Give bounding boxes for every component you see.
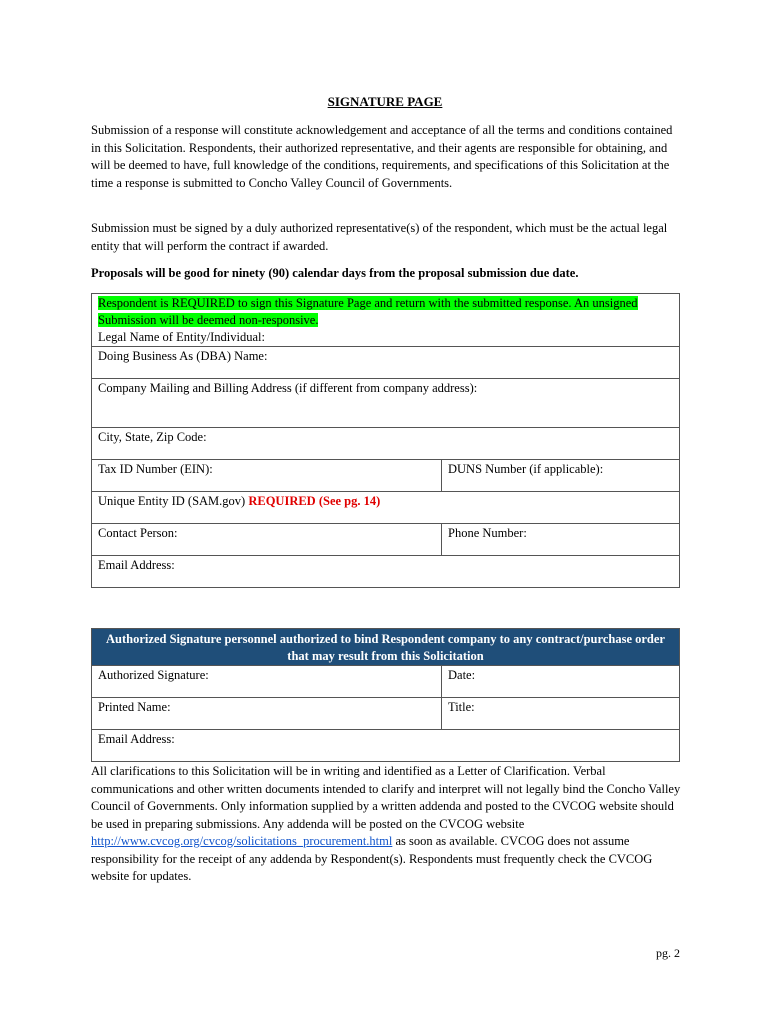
contact-person-label: Contact Person: xyxy=(98,526,178,540)
printed-name-label: Printed Name: xyxy=(98,700,171,714)
dba-label: Doing Business As (DBA) Name: xyxy=(98,349,268,363)
clarifications-text-after-link: as soon as available. CVCOG does not assume responsibility for the receipt of any addenda by Respondent(s). Respondents must frequently check the CVCOG website for updates. xyxy=(91,834,653,883)
duns-label: DUNS Number (if applicable): xyxy=(448,462,604,476)
legal-name-cell[interactable] xyxy=(92,294,680,347)
authorized-signature-form xyxy=(91,628,680,762)
phone-number-label: Phone Number: xyxy=(448,526,527,540)
date-field[interactable] xyxy=(442,666,680,698)
email-address-field[interactable] xyxy=(92,556,680,588)
contact-person-field[interactable] xyxy=(92,524,442,556)
duns-field[interactable] xyxy=(442,460,680,492)
uei-required-note: REQUIRED (See pg. 14) xyxy=(248,494,381,508)
authorized-signature-field[interactable] xyxy=(92,666,442,698)
tax-id-label: Tax ID Number (EIN): xyxy=(98,462,213,476)
unique-entity-id-field[interactable] xyxy=(92,492,680,524)
legal-name-label: Legal Name of Entity/Individual: xyxy=(98,330,265,344)
date-label: Date: xyxy=(448,668,476,682)
cvcog-website-link[interactable]: http://www.cvcog.org/cvcog/solicitations_procurement.html xyxy=(91,834,393,848)
page-number: pg. 2 xyxy=(656,946,680,960)
city-state-zip-field[interactable] xyxy=(92,428,680,460)
tax-id-field[interactable] xyxy=(92,460,442,492)
signer-email-field[interactable] xyxy=(92,730,680,762)
mailing-address-field[interactable] xyxy=(92,379,680,428)
intro-paragraph: Submission of a response will constitute acknowledgement and acceptance of all the terms and conditions contained in this Solicitation. Respondents, their authorized representative, and their agents are responsible for obtaining, and will be deemed to have, full knowledge of the conditions, requirements, and specifications of this Solicitation at the time a response is submitted to Concho Valley Council of Governments. xyxy=(91,123,673,190)
title-label: Title: xyxy=(448,700,475,714)
signed-by-paragraph: Submission must be signed by a duly authorized representative(s) of the respondent, which must be the actual legal entity that will perform the contract if awarded. xyxy=(91,221,668,253)
signer-email-label: Email Address: xyxy=(98,732,175,746)
printed-name-field[interactable] xyxy=(92,698,442,730)
clarifications-text-before-link: All clarifications to this Solicitation will be in writing and identified as a Letter of Clarification. Verbal communications and other written documents intended to clarify and interpret will not legally bind the Concho Valley Council of Governments. Only information supplied by a written addenda and posted to the CVCOG website should be used in preparing submissions. Any addenda will be posted on the CVCOG website xyxy=(91,764,681,831)
email-address-label: Email Address: xyxy=(98,558,175,572)
required-signature-notice: Respondent is REQUIRED to sign this Signature Page and return with the submitted response. An unsigned Submission will be deemed non-responsive. xyxy=(98,296,638,327)
dba-field[interactable] xyxy=(92,347,680,379)
signature-section-header xyxy=(92,629,680,666)
respondent-info-form xyxy=(91,293,680,588)
clarifications-paragraph xyxy=(91,763,681,886)
page-title: SIGNATURE PAGE xyxy=(327,94,443,109)
city-state-zip-label: City, State, Zip Code: xyxy=(98,430,207,444)
proposals-validity-statement: Proposals will be good for ninety (90) calendar days from the proposal submission due date. xyxy=(91,266,579,280)
uei-label: Unique Entity ID (SAM.gov) xyxy=(98,494,246,508)
authorized-signature-label: Authorized Signature: xyxy=(98,668,209,682)
phone-number-field[interactable] xyxy=(442,524,680,556)
signature-section-header-text: Authorized Signature personnel authorized to bind Respondent company to any contract/purchase order that may result from this Solicitation xyxy=(106,632,665,663)
mailing-address-label: Company Mailing and Billing Address (if different from company address): xyxy=(98,381,478,395)
title-field[interactable] xyxy=(442,698,680,730)
